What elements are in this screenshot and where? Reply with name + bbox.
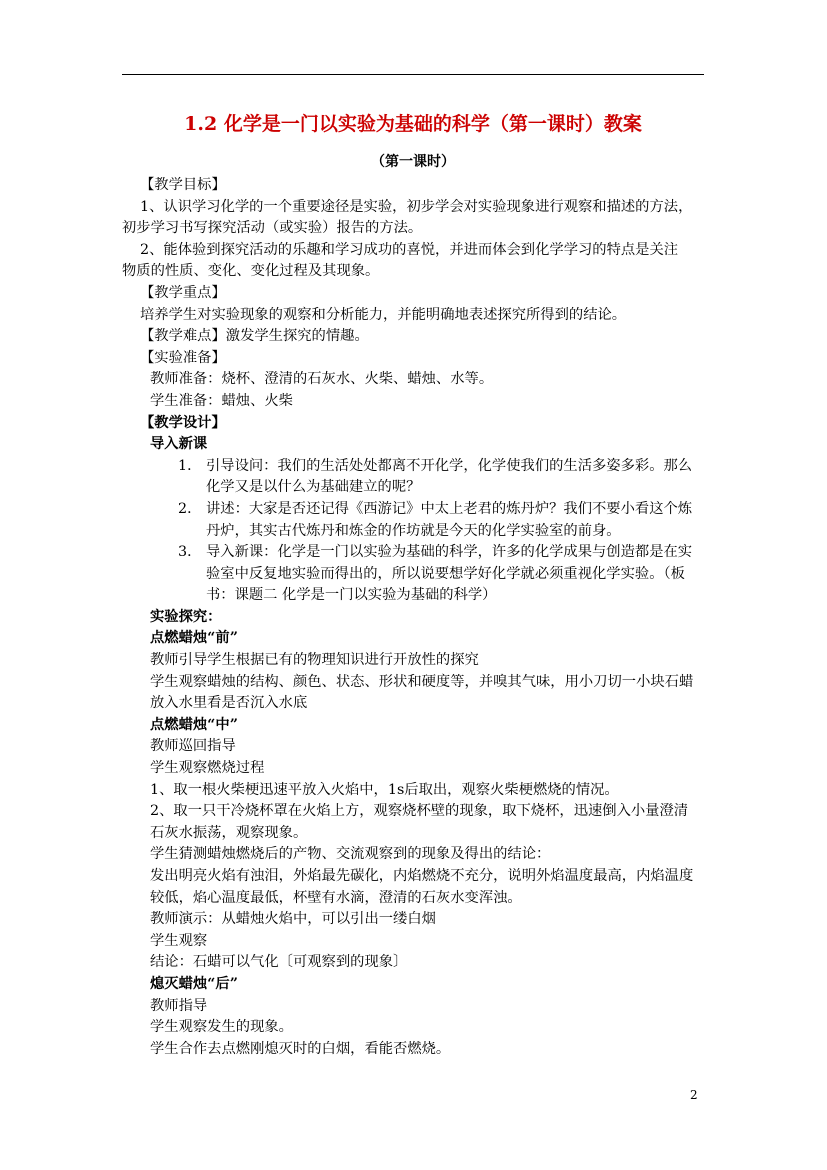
section-heading-key: 【教学重点】 [140, 284, 226, 301]
goal-2-line-2: 物质的性质、变化、变化过程及其现象。 [122, 263, 380, 280]
after-line-1: 教师指导 [150, 997, 208, 1014]
document-subtitle: （第一课时） [371, 154, 455, 170]
before-line-2: 学生观察蜡烛的结构、颜色、状态、形状和硬度等，并嗅其气味，用小刀切一小块石蜡 [150, 673, 694, 690]
goal-2-line-1: 2、能体验到探究活动的乐趣和学习成功的喜悦，并进而体会到化学学习的特点是关注 [140, 241, 679, 258]
list-item-number: 2． [178, 500, 202, 517]
during-line-11: 结论：石蜡可以气化〔可观察到的现象〕 [150, 954, 408, 971]
section-heading-design: 【教学设计】 [140, 414, 226, 431]
before-line-3: 放入水里看是否沉入水底 [150, 695, 308, 712]
during-line-6: 学生猜测蜡烛燃烧后的产物、交流观察到的现象及得出的结论： [150, 846, 551, 863]
explore-heading: 实验探究： [150, 608, 222, 625]
prep-teacher: 教师准备：烧杯、澄清的石灰水、火柴、蜡烛、水等。 [150, 371, 494, 388]
during-line-8: 较低，焰心温度最低，杯壁有水滴，澄清的石灰水变浑浊。 [150, 889, 522, 906]
after-line-3: 学生合作去点燃刚熄灭时的白烟，看能否燃烧。 [150, 1040, 451, 1057]
difficulty-text: 【教学难点】激发学生探究的情趣。 [140, 328, 369, 345]
section-heading-goals: 【教学目标】 [140, 177, 226, 193]
during-line-5: 石灰水振荡，观察现象。 [150, 824, 308, 841]
list-item-number: 1． [178, 457, 202, 474]
before-heading: 点燃蜡烛“前” [150, 630, 238, 647]
list-item-number: 3． [178, 544, 202, 561]
goal-1-line-2: 初步学习书写探究活动（或实验）报告的方法。 [122, 220, 423, 237]
goal-1-line-1: 1、认识学习化学的一个重要途径是实验，初步学会对实验现象进行观察和描述的方法， [140, 198, 693, 215]
list-item-text: 引导设问：我们的生活处处都离不开化学，化学使我们的生活多姿多彩。那么化学又是以什么为基础建立的呢？ [206, 457, 693, 496]
section-heading-prep: 【实验准备】 [140, 349, 226, 366]
header-rule [122, 74, 704, 75]
document-title: 1.2 化学是一门以实验为基础的科学（第一课时）教案 [184, 113, 642, 135]
during-line-9: 教师演示：从蜡烛火焰中，可以引出一缕白烟 [150, 911, 436, 928]
during-line-2: 学生观察燃烧过程 [150, 760, 265, 777]
key-text: 培养学生对实验现象的观察和分析能力，并能明确地表述探究所得到的结论。 [140, 306, 627, 323]
page-number: 2 [690, 1088, 698, 1102]
during-line-7: 发出明亮火焰有浊泪，外焰最先碳化，内焰燃烧不充分，说明外焰温度最高，内焰温度 [150, 868, 694, 884]
list-item [178, 456, 704, 499]
after-heading: 熄灭蜡烛“后” [150, 975, 238, 992]
intro-list [178, 456, 704, 607]
intro-heading: 导入新课 [150, 436, 208, 453]
list-item [178, 542, 704, 607]
list-item [178, 499, 704, 542]
during-line-10: 学生观察 [150, 932, 208, 949]
during-heading: 点燃蜡烛“中” [150, 716, 238, 733]
prep-student: 学生准备：蜡烛、火柴 [150, 392, 293, 409]
during-line-4: 2、取一只干冷烧杯罩在火焰上方，观察烧杯壁的现象，取下烧杯，迅速倒入小量澄清 [150, 803, 689, 820]
during-line-3: 1、取一根火柴梗迅速平放入火焰中，1s后取出，观察火柴梗燃烧的情况。 [150, 781, 619, 798]
list-item-text: 讲述：大家是否还记得《西游记》中太上老君的炼丹炉？我们不要小看这个炼丹炉，其实古代炼丹和炼金的作坊就是今天的化学实验室的前身。 [206, 500, 693, 539]
during-line-1: 教师巡回指导 [150, 738, 236, 755]
after-line-2: 学生观察发生的现象。 [150, 1019, 293, 1036]
list-item-text: 导入新课：化学是一门以实验为基础的科学，许多的化学成果与创造都是在实验室中反复地实验而得出的，所以说要想学好化学就必须重视化学实验。（板书：课题二 化学是一门以实验为基础的科学） [206, 544, 693, 604]
before-line-1: 教师引导学生根据已有的物理知识进行开放性的探究 [150, 652, 479, 669]
document-body [122, 104, 704, 1060]
